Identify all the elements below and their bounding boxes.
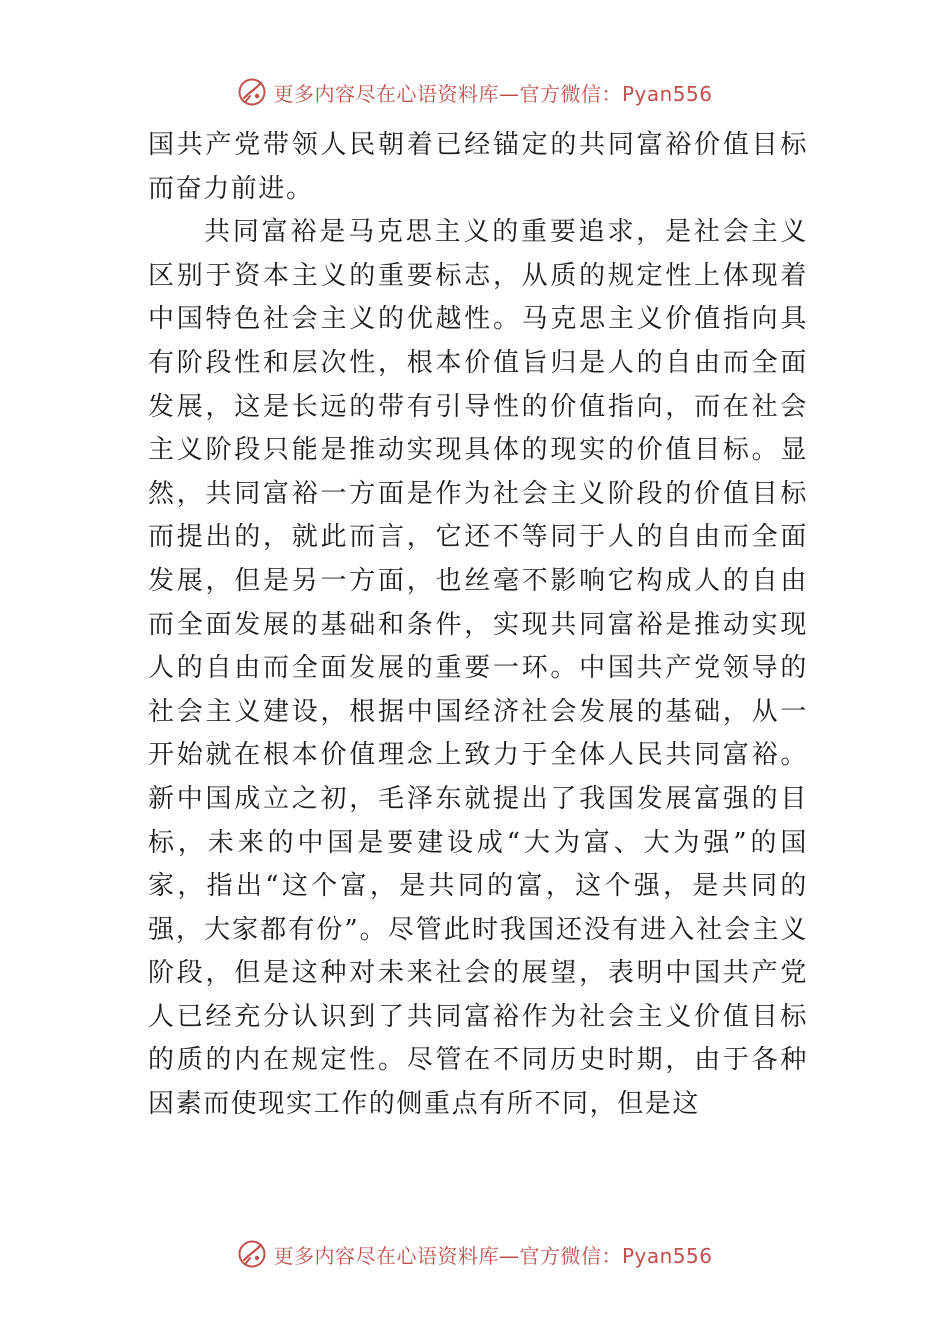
paragraph-common-prosperity: 共同富裕是马克思主义的重要追求，是社会主义区别于资本主义的重要标志，从质的规定性上体现着中国特色社会主义的优越性。马克思主义价值指向具有阶段性和层次性，根本价值旨归是人的自由而全面发展，这是长远的带有引导性的价值指向，而在社会主义阶段只能是推动实现具体的现实的价值目标。显然，共同富裕一方面是作为社会主义阶段的价值目标而提出的，就此而言，它还不等同于人的自由而全面发展，但是另一方面，也丝毫不影响它构成人的自由而全面发展的基础和条件，实现共同富裕是推动实现人的自由而全面发展的重要一环。中国共产党领导的社会主义建设，根据中国经济社会发展的基础，从一开始就在根本价值理念上致力于全体人民共同富裕。新中国成立之初，毛泽东就提出了我国发展富强的目标，未来的中国是要建设成“大为富、大为强”的国家，指出“这个富，是共同的富，这个强，是共同的强，大家都有份”。尽管此时我国还没有进入社会主义阶段，但是这种对未来社会的展望，表明中国共产党人已经充分认识到了共同富裕作为社会主义价值目标的质的内在规定性。尽管在不同历史时期，由于各种因素而使现实工作的侧重点有所不同，但是这 <box>148 217 808 1120</box>
footer-banner <box>0 1232 950 1276</box>
footer-banner-text: 更多内容尽在心语资料库—官方微信：Pyan556 <box>273 1243 713 1268</box>
pen-circle-logo-icon <box>237 77 267 107</box>
pen-circle-logo-icon <box>237 1239 267 1269</box>
header-banner <box>0 70 950 114</box>
paragraph-continuation: 国共产党带领人民朝着已经锚定的共同富裕价值目标而奋力前进。 <box>148 130 808 204</box>
header-banner-text: 更多内容尽在心语资料库—官方微信：Pyan556 <box>273 81 713 106</box>
document-body <box>148 124 808 1127</box>
